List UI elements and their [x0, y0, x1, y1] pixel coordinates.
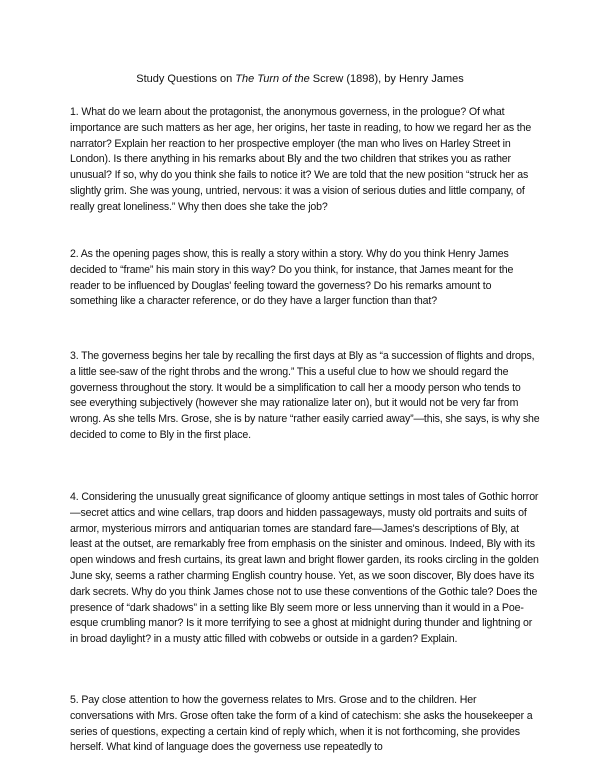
- title-suffix: Screw (1898), by Henry James: [309, 73, 464, 85]
- question-4: [70, 490, 540, 648]
- question-text: What do we learn about the protagonist, the anonymous governess, in the prologue? Of what importance are such matters as her age, her origins, her taste in reading, to how we regard her as the narrator? Explain her reaction to her prospective employer (the man who lives on Harley Street in London). Is there anything in his remarks about Bly and the two children that strikes you as rather unusual? If so, why do you think she fails to notice it? We are told that the new position “struck her as slightly grim. She was young, untried, nervous: it was a vision of serious duties and little company, of really great loneliness.” Why then does she take the job?: [70, 106, 532, 213]
- question-number: 3.: [70, 350, 79, 362]
- question-2: [70, 247, 540, 310]
- question-text: As the opening pages show, this is really a story within a story. Why do you think Henry James decided to “frame” his main story in this way? Do you think, for instance, that James meant for the reader to be influenced by Douglas' feeling toward the governess? Do his remarks amount to something like a character reference, or do they have a larger function than that?: [70, 248, 514, 308]
- question-number: 5.: [70, 694, 79, 706]
- question-text: The governess begins her tale by recalling the first days at Bly as “a succession of flights and drops, a little see-saw of the right throbs and the wrong.” This a useful clue to how we should regard the governess throughout the story. It would be a simplification to call her a moody person who tends to see everything subjectively (however she may rationalize later on), but it would not be very far from wrong. As she tells Mrs. Grose, she is by nature “rather easily carried away”—this, she says, is why she decided to come to Bly in the first place.: [70, 350, 540, 441]
- question-number: 4.: [70, 491, 79, 503]
- question-3: [70, 349, 540, 444]
- question-1: [70, 105, 540, 216]
- page-title: [0, 71, 600, 87]
- question-number: 1.: [70, 106, 79, 118]
- title-prefix: Study Questions on: [136, 73, 236, 85]
- question-number: 2.: [70, 248, 79, 260]
- title-italic: The Turn of the: [235, 73, 310, 85]
- question-text: Considering the unusually great significance of gloomy antique settings in most tales of Gothic horror—secret attics and wine cellars, trap doors and hidden passageways, musty old portraits and suits of armor, mysterious mirrors and antiquarian tomes are standard fare—James's descriptions of Bly, at least at the outset, are remarkably free from emphasis on the sinister and ominous. Indeed, Bly with its open windows and fresh curtains, its great lawn and bright flower garden, its rooks circling in the golden June sky, seems a rather charming English country house. Yet, as we soon discover, Bly does have its dark secrets. Why do you think James chose not to use these conventions of the Gothic tale? Does the presence of “dark shadows” in a setting like Bly seem more or less unnerving than it would in a Poe-esque crumbling manor? Is it more terrifying to see a ghost at midnight during thunder and lightning or in broad daylight? in a musty attic filled with cobwebs or outside in a garden? Explain.: [70, 491, 539, 646]
- question-text: Pay close attention to how the governess relates to Mrs. Grose and to the children. Her conversations with Mrs. Grose often take the form of a kind of catechism: she asks the housekeeper a series of questions, expecting a certain kind of reply which, when it is not forthcoming, she provides herself. What kind of language does the governess use repeatedly to: [70, 694, 533, 754]
- question-5: [70, 693, 540, 756]
